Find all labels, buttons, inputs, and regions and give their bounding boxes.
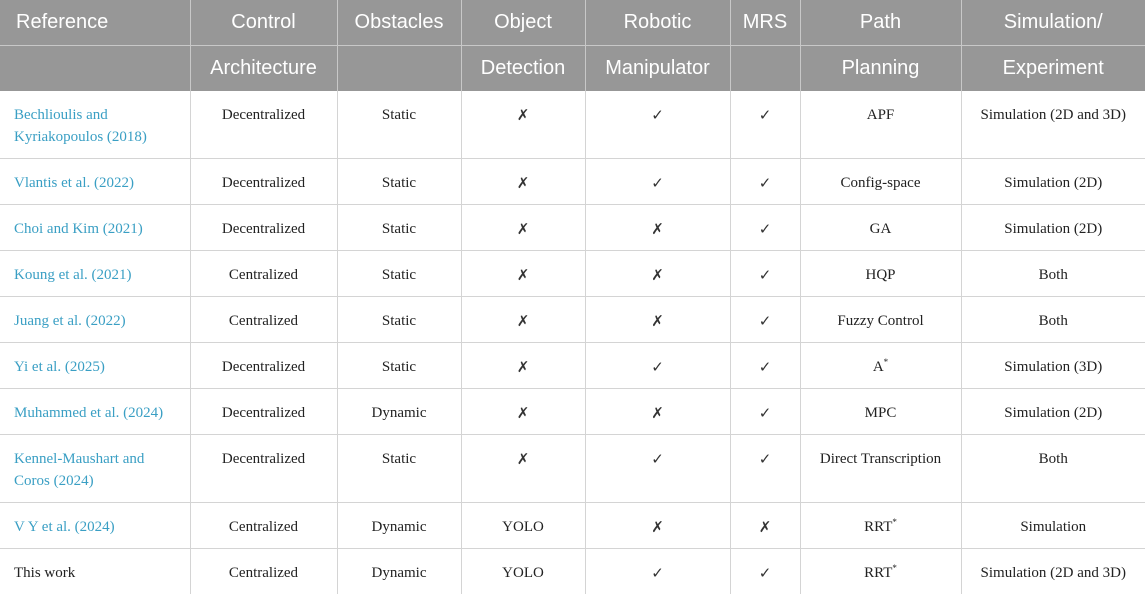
obstacles-cell: Static	[337, 91, 461, 159]
mrs-cell: ✓	[730, 549, 800, 594]
header-detection-line1: Object	[461, 0, 585, 46]
reference-cell: This work	[0, 549, 190, 594]
header-sim-line2: Experiment	[961, 46, 1145, 92]
detection-cell: ✗	[461, 297, 585, 343]
header-sim-line1: Simulation/	[961, 0, 1145, 46]
obstacles-cell: Dynamic	[337, 503, 461, 549]
reference-link[interactable]: Kennel-Maushart and Coros (2024)	[0, 435, 190, 503]
obstacles-cell: Static	[337, 435, 461, 503]
detection-cell: ✗	[461, 159, 585, 205]
control-cell: Centralized	[190, 549, 337, 594]
detection-cell: YOLO	[461, 549, 585, 594]
table-header	[0, 0, 1145, 91]
obstacles-cell: Static	[337, 205, 461, 251]
planning-cell	[800, 205, 961, 251]
table-row	[0, 205, 1145, 251]
header-manipulator-line1: Robotic	[585, 0, 730, 46]
planning-text: APF	[867, 107, 895, 123]
planning-cell	[800, 389, 961, 435]
manipulator-cell: ✗	[585, 503, 730, 549]
header-manipulator-line2: Manipulator	[585, 46, 730, 92]
manipulator-cell: ✗	[585, 389, 730, 435]
reference-link[interactable]: Koung et al. (2021)	[0, 251, 190, 297]
mrs-cell: ✓	[730, 159, 800, 205]
table-body	[0, 91, 1145, 594]
header-reference: Reference	[0, 0, 190, 46]
planning-cell	[800, 159, 961, 205]
planning-text: Fuzzy Control	[837, 313, 923, 329]
reference-link[interactable]: Muhammed et al. (2024)	[0, 389, 190, 435]
detection-cell: ✗	[461, 343, 585, 389]
sim-cell: Simulation (2D and 3D)	[961, 91, 1145, 159]
control-cell: Centralized	[190, 297, 337, 343]
table-row	[0, 549, 1145, 594]
control-cell: Centralized	[190, 503, 337, 549]
table-row	[0, 91, 1145, 159]
planning-cell	[800, 435, 961, 503]
planning-cell	[800, 91, 961, 159]
control-cell: Decentralized	[190, 389, 337, 435]
manipulator-cell: ✓	[585, 159, 730, 205]
control-cell: Centralized	[190, 251, 337, 297]
planning-cell	[800, 503, 961, 549]
control-cell: Decentralized	[190, 435, 337, 503]
planning-text: GA	[870, 221, 892, 237]
planning-text: RRT	[864, 565, 892, 581]
mrs-cell: ✓	[730, 389, 800, 435]
obstacles-cell: Static	[337, 343, 461, 389]
sim-cell: Simulation	[961, 503, 1145, 549]
reference-link[interactable]: Bechlioulis and Kyriakopoulos (2018)	[0, 91, 190, 159]
header-reference-blank	[0, 46, 190, 92]
manipulator-cell: ✓	[585, 549, 730, 594]
planning-cell	[800, 297, 961, 343]
sim-cell: Simulation (2D)	[961, 389, 1145, 435]
planning-superscript: *	[892, 517, 897, 527]
planning-text: MPC	[865, 405, 897, 421]
table-row	[0, 297, 1145, 343]
table-row	[0, 389, 1145, 435]
control-cell: Decentralized	[190, 343, 337, 389]
sim-cell: Simulation (2D)	[961, 159, 1145, 205]
sim-cell: Simulation (3D)	[961, 343, 1145, 389]
detection-cell: ✗	[461, 205, 585, 251]
sim-cell: Both	[961, 251, 1145, 297]
mrs-cell: ✓	[730, 251, 800, 297]
header-mrs-blank	[730, 46, 800, 92]
reference-link[interactable]: Vlantis et al. (2022)	[0, 159, 190, 205]
reference-link[interactable]: Juang et al. (2022)	[0, 297, 190, 343]
sim-cell: Both	[961, 435, 1145, 503]
manipulator-cell: ✗	[585, 205, 730, 251]
header-obstacles-blank	[337, 46, 461, 92]
reference-link[interactable]: Yi et al. (2025)	[0, 343, 190, 389]
table-row	[0, 159, 1145, 205]
mrs-cell: ✓	[730, 205, 800, 251]
obstacles-cell: Dynamic	[337, 549, 461, 594]
planning-cell	[800, 251, 961, 297]
planning-superscript: *	[892, 563, 897, 573]
obstacles-cell: Static	[337, 297, 461, 343]
manipulator-cell: ✓	[585, 343, 730, 389]
sim-cell: Both	[961, 297, 1145, 343]
reference-link[interactable]: V Y et al. (2024)	[0, 503, 190, 549]
control-cell: Decentralized	[190, 205, 337, 251]
header-planning-line2: Planning	[800, 46, 961, 92]
manipulator-cell: ✓	[585, 435, 730, 503]
planning-text: Config-space	[841, 175, 921, 191]
planning-text: A	[873, 359, 884, 375]
manipulator-cell: ✓	[585, 91, 730, 159]
obstacles-cell: Static	[337, 251, 461, 297]
mrs-cell: ✓	[730, 297, 800, 343]
reference-link[interactable]: Choi and Kim (2021)	[0, 205, 190, 251]
planning-cell	[800, 549, 961, 594]
planning-superscript: *	[884, 357, 889, 367]
table-row	[0, 343, 1145, 389]
obstacles-cell: Static	[337, 159, 461, 205]
detection-cell: ✗	[461, 91, 585, 159]
table-row	[0, 435, 1145, 503]
planning-text: RRT	[864, 519, 892, 535]
header-control-line1: Control	[190, 0, 337, 46]
header-detection-line2: Detection	[461, 46, 585, 92]
control-cell: Decentralized	[190, 91, 337, 159]
table-row	[0, 251, 1145, 297]
header-mrs: MRS	[730, 0, 800, 46]
detection-cell: YOLO	[461, 503, 585, 549]
detection-cell: ✗	[461, 389, 585, 435]
manipulator-cell: ✗	[585, 297, 730, 343]
planning-text: HQP	[865, 267, 895, 283]
sim-cell: Simulation (2D)	[961, 205, 1145, 251]
mrs-cell: ✓	[730, 343, 800, 389]
planning-cell	[800, 343, 961, 389]
detection-cell: ✗	[461, 251, 585, 297]
sim-cell: Simulation (2D and 3D)	[961, 549, 1145, 594]
header-planning-line1: Path	[800, 0, 961, 46]
manipulator-cell: ✗	[585, 251, 730, 297]
mrs-cell: ✓	[730, 91, 800, 159]
mrs-cell: ✓	[730, 435, 800, 503]
header-control-line2: Architecture	[190, 46, 337, 92]
control-cell: Decentralized	[190, 159, 337, 205]
table-row	[0, 503, 1145, 549]
obstacles-cell: Dynamic	[337, 389, 461, 435]
planning-text: Direct Transcription	[820, 451, 941, 467]
detection-cell: ✗	[461, 435, 585, 503]
header-obstacles: Obstacles	[337, 0, 461, 46]
mrs-cell: ✗	[730, 503, 800, 549]
